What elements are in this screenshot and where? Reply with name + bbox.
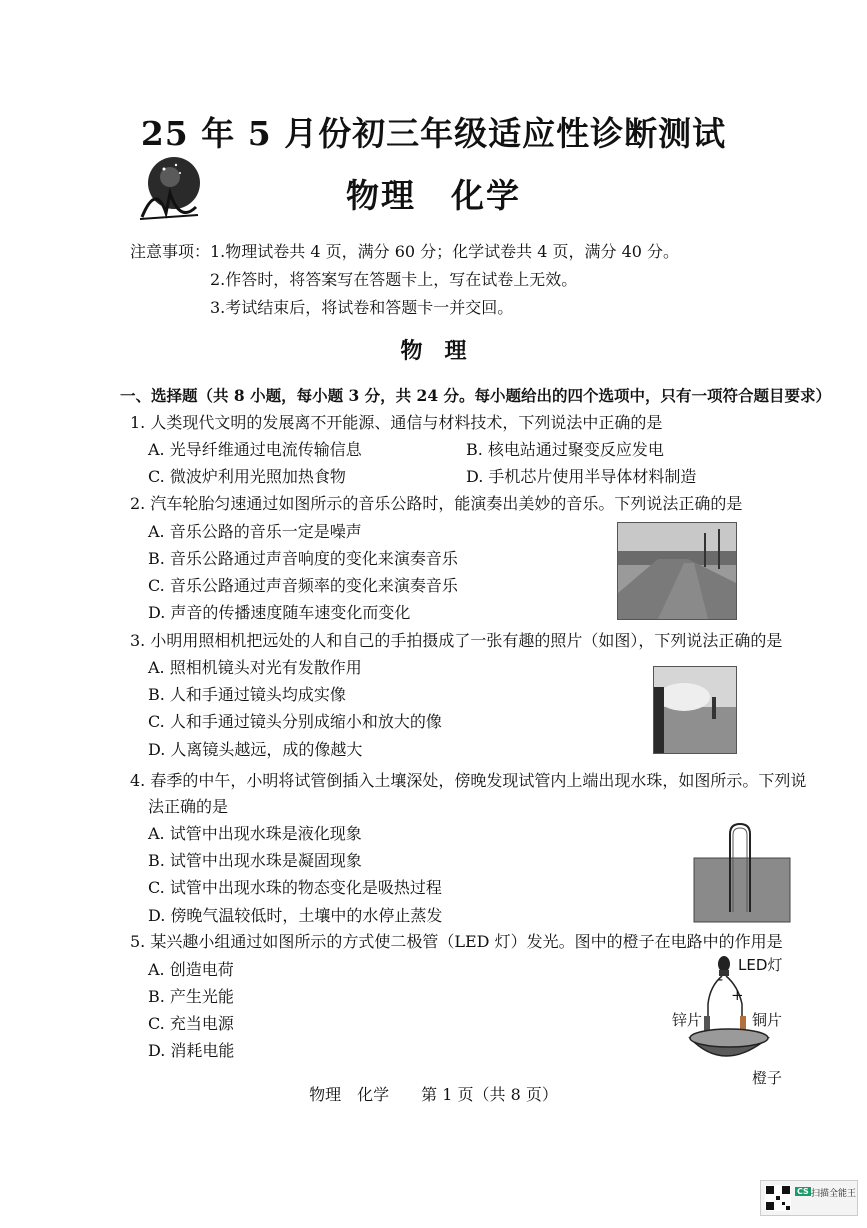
question-2-option-d: D. 声音的传播速度随车速变化而变化	[148, 603, 411, 622]
notice-item-3: 3.考试结束后，将试卷和答题卡一并交回。	[210, 298, 514, 317]
hand-photo	[653, 666, 737, 754]
question-2-option-c: C. 音乐公路通过声音频率的变化来演奏音乐	[148, 576, 458, 595]
question-2-stem: 2. 汽车轮胎匀速通过如图所示的音乐公路时，能演奏出美妙的音乐。下列说法正确的是	[130, 494, 743, 513]
question-1-option-d: D. 手机芯片使用半导体材料制造	[466, 467, 697, 486]
question-3-stem: 3. 小明用照相机把远处的人和自己的手拍摄成了一张有趣的照片（如图），下列说法正确的是	[130, 631, 783, 650]
scanner-watermark	[760, 1180, 858, 1216]
question-2-option-b: B. 音乐公路通过声音响度的变化来演奏音乐	[148, 549, 458, 568]
question-4-option-b: B. 试管中出现水珠是凝固现象	[148, 851, 362, 870]
plus-sign: +	[731, 986, 744, 1004]
question-5-option-b: B. 产生光能	[148, 987, 234, 1006]
scanner-name: 扫描全能王	[811, 1189, 857, 1199]
question-1-stem: 1. 人类现代文明的发展离不开能源、通信与材料技术，下列说法中正确的是	[130, 413, 663, 432]
copper-label: 铜片	[752, 1011, 783, 1029]
exam-title: 25 年 5 月份初三年级适应性诊断测试	[140, 114, 727, 153]
question-4-stem-cont: 法正确的是	[148, 797, 229, 816]
question-2-option-a: A. 音乐公路的音乐一定是噪声	[148, 522, 362, 541]
question-5-stem: 5. 某兴趣小组通过如图所示的方式使二极管（LED 灯）发光。图中的橙子在电路中的作用是	[130, 932, 783, 951]
question-5-option-a: A. 创造电荷	[148, 960, 234, 979]
minus-sign: -	[718, 970, 724, 988]
notice-item-2: 2.作答时，将答案写在答题卡上，写在试卷上无效。	[210, 270, 578, 289]
section-title-physics: 物 理	[400, 338, 467, 364]
led-label: LED灯	[738, 956, 783, 974]
question-4-option-d: D. 傍晚气温较低时，土壤中的水停止蒸发	[148, 906, 443, 925]
section-heading: 一、选择题（共 8 小题，每小题 3 分，共 24 分。每小题给出的四个选项中，只有一项符合题目要求）	[120, 386, 832, 405]
question-1-option-b: B. 核电站通过聚变反应发电	[466, 440, 664, 459]
question-1-option-c: C. 微波炉利用光照加热食物	[148, 467, 346, 486]
notice-item-1: 1.物理试卷共 4 页，满分 60 分；化学试卷共 4 页，满分 40 分。	[210, 242, 680, 261]
question-5-option-c: C. 充当电源	[148, 1014, 234, 1033]
zinc-label: 锌片	[672, 1011, 703, 1029]
question-4-stem: 4. 春季的中午，小明将试管倒插入土壤深处，傍晚发现试管内上端出现水珠，如图所示。下列说	[130, 771, 807, 790]
music-road-photo	[617, 522, 737, 620]
question-5-option-d: D. 消耗电能	[148, 1041, 235, 1060]
question-3-option-d: D. 人离镜头越远，成的像越大	[148, 740, 363, 759]
question-1-option-a: A. 光导纤维通过电流传输信息	[148, 440, 362, 459]
test-tube-figure	[692, 818, 792, 924]
page-footer: 物理 化学 第 1 页（共 8 页）	[309, 1085, 558, 1104]
question-3-option-a: A. 照相机镜头对光有发散作用	[148, 658, 362, 677]
question-3-option-c: C. 人和手通过镜头分别成缩小和放大的像	[148, 712, 442, 731]
question-3-option-b: B. 人和手通过镜头均成实像	[148, 685, 346, 704]
exam-subtitle: 物理 化学	[346, 176, 521, 215]
question-4-option-a: A. 试管中出现水珠是液化现象	[148, 824, 362, 843]
qr-code-icon	[765, 1185, 791, 1211]
question-4-option-c: C. 试管中出现水珠的物态变化是吸热过程	[148, 878, 442, 897]
notice-label: 注意事项：	[130, 242, 211, 261]
scanner-badge: CS	[797, 1187, 809, 1196]
orange-label: 橙子	[752, 1069, 783, 1087]
